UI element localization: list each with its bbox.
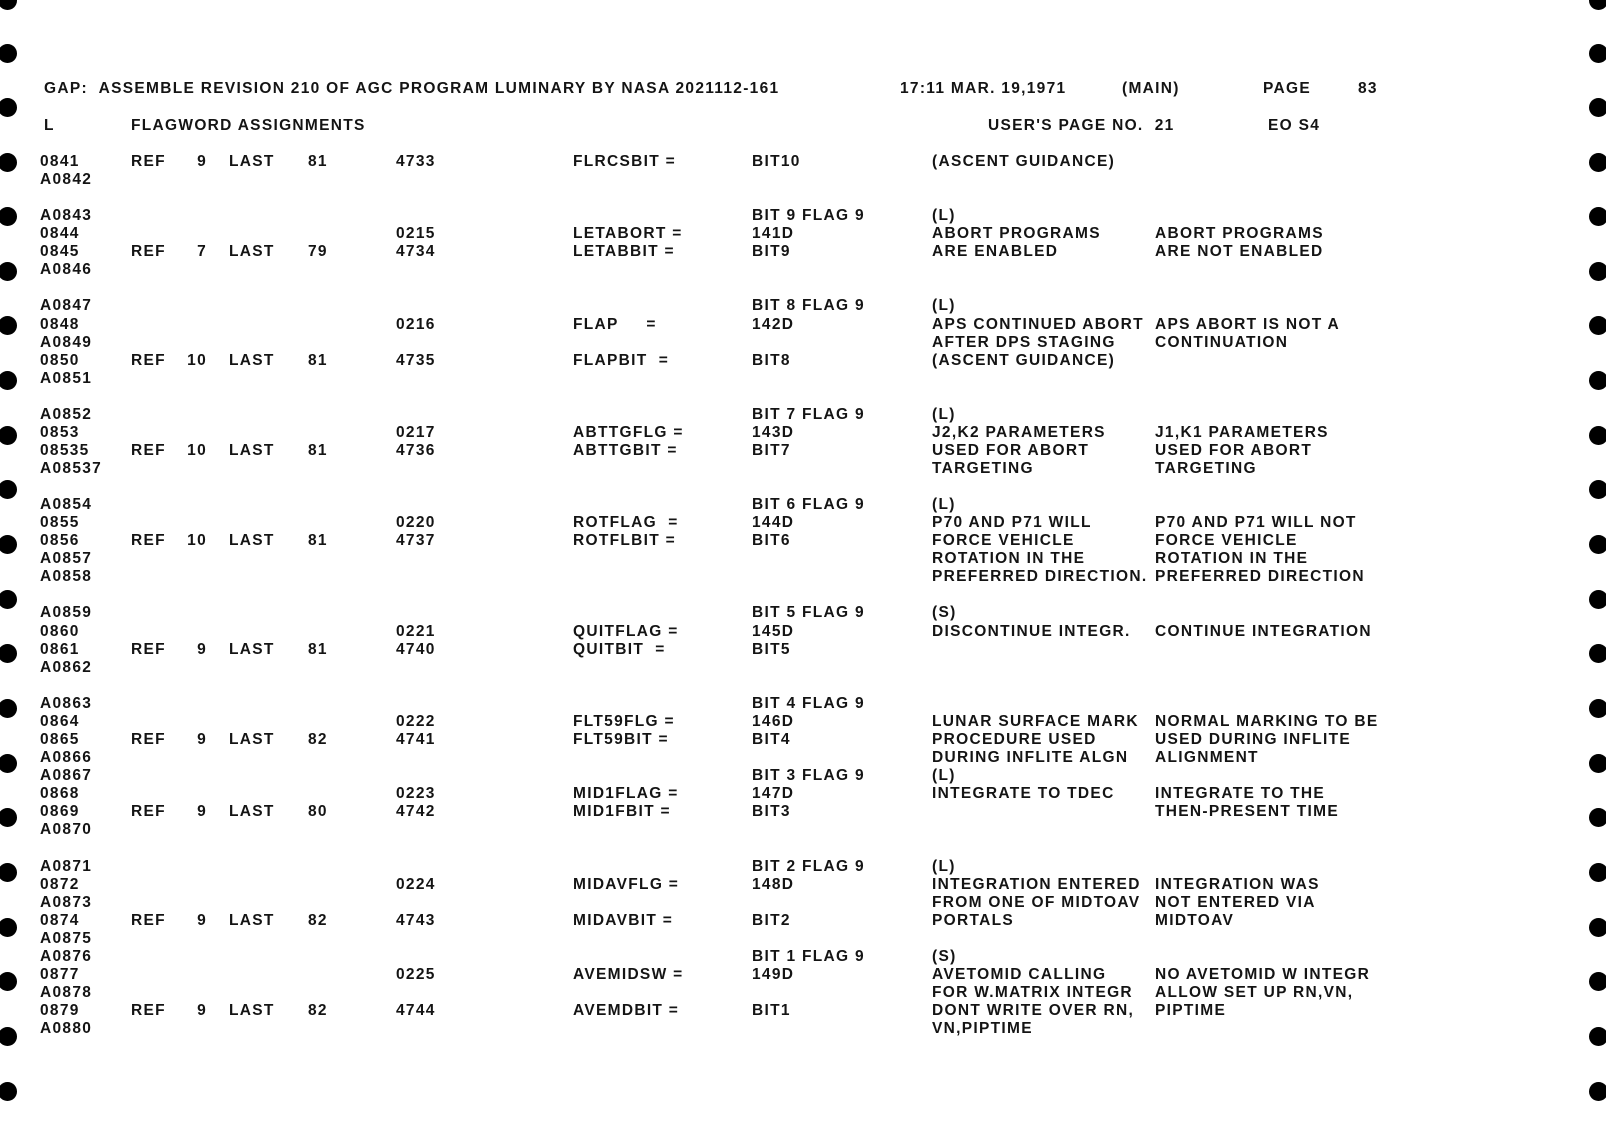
last-page: 81 — [308, 532, 328, 549]
feed-hole — [0, 808, 17, 827]
last-page: 79 — [308, 243, 328, 260]
feed-hole — [1589, 207, 1606, 226]
comment-set: AFTER DPS STAGING — [932, 334, 1116, 351]
feed-hole — [1589, 644, 1606, 663]
symbol: ROTFLAG = — [573, 514, 679, 531]
symbol: FLT59BIT = — [573, 731, 669, 748]
comment-reset: ROTATION IN THE — [1155, 550, 1309, 567]
value: 141D — [752, 225, 795, 242]
feed-hole — [0, 480, 17, 499]
feed-hole — [1589, 863, 1606, 882]
comment-set: ROTATION IN THE — [932, 550, 1086, 567]
comment-set: DISCONTINUE INTEGR. — [932, 623, 1131, 640]
last-keyword: LAST — [229, 153, 275, 170]
last-page: 81 — [308, 641, 328, 658]
feed-hole — [1589, 371, 1606, 390]
address: 0223 — [396, 785, 436, 802]
feed-hole — [1589, 918, 1606, 937]
feed-hole — [0, 754, 17, 773]
address: 4735 — [396, 352, 436, 369]
comment-set: (S) — [932, 604, 957, 621]
ref-keyword: REF — [131, 803, 166, 820]
ref-count: 9 — [197, 1002, 207, 1019]
last-page: 82 — [308, 912, 328, 929]
sequence-number: 0844 — [40, 225, 80, 242]
symbol: LETABORT = — [573, 225, 683, 242]
address: 4742 — [396, 803, 436, 820]
comment-set: (S) — [932, 948, 957, 965]
comment-reset: ABORT PROGRAMS — [1155, 225, 1324, 242]
sequence-number: A0851 — [40, 370, 93, 387]
sequence-number: A0880 — [40, 1020, 93, 1037]
feed-hole — [0, 44, 17, 63]
comment-reset: NOT ENTERED VIA — [1155, 894, 1316, 911]
comment-reset: ALLOW SET UP RN,VN, — [1155, 984, 1354, 1001]
comment-set: LUNAR SURFACE MARK — [932, 713, 1139, 730]
value: BIT 4 FLAG 9 — [752, 695, 865, 712]
sequence-number: A0870 — [40, 821, 93, 838]
ref-keyword: REF — [131, 532, 166, 549]
sequence-number: 0848 — [40, 316, 80, 333]
sequence-number: 0853 — [40, 424, 80, 441]
sequence-number: A0876 — [40, 948, 93, 965]
ref-keyword: REF — [131, 731, 166, 748]
ref-count: 9 — [197, 912, 207, 929]
symbol: AVEMIDSW = — [573, 966, 684, 983]
feed-hole — [0, 918, 17, 937]
sequence-number: 0869 — [40, 803, 80, 820]
symbol: MID1FLAG = — [573, 785, 679, 802]
address: 0216 — [396, 316, 436, 333]
comment-reset: NO AVETOMID W INTEGR — [1155, 966, 1371, 983]
feed-hole — [0, 426, 17, 445]
feed-hole — [1589, 699, 1606, 718]
value: 143D — [752, 424, 795, 441]
last-keyword: LAST — [229, 803, 275, 820]
feed-hole — [0, 371, 17, 390]
sequence-number: A0867 — [40, 767, 93, 784]
comment-reset: ALIGNMENT — [1155, 749, 1259, 766]
sequence-number: 08535 — [40, 442, 90, 459]
sequence-number: A0862 — [40, 659, 93, 676]
last-page: 81 — [308, 352, 328, 369]
comment-set: USED FOR ABORT — [932, 442, 1090, 459]
value: BIT 2 FLAG 9 — [752, 858, 865, 875]
comment-set: TARGETING — [932, 460, 1034, 477]
sequence-number: A0847 — [40, 297, 93, 314]
value: 147D — [752, 785, 795, 802]
address: 4740 — [396, 641, 436, 658]
comment-set: PORTALS — [932, 912, 1015, 929]
sequence-number: A0849 — [40, 334, 93, 351]
value: BIT3 — [752, 803, 791, 820]
comment-set: PROCEDURE USED — [932, 731, 1097, 748]
ref-count: 9 — [197, 803, 207, 820]
comment-reset: APS ABORT IS NOT A — [1155, 316, 1341, 333]
sequence-number: 0841 — [40, 153, 80, 170]
sequence-number: 0865 — [40, 731, 80, 748]
sequence-number: A0846 — [40, 261, 93, 278]
comment-set: FORCE VEHICLE — [932, 532, 1075, 549]
comment-set: ABORT PROGRAMS — [932, 225, 1101, 242]
comment-set: J2,K2 PARAMETERS — [932, 424, 1106, 441]
comment-set: FROM ONE OF MIDTOAV — [932, 894, 1141, 911]
value: 149D — [752, 966, 795, 983]
feed-hole — [1589, 0, 1606, 10]
value: BIT 3 FLAG 9 — [752, 767, 865, 784]
sequence-number: 0845 — [40, 243, 80, 260]
feed-hole — [1589, 480, 1606, 499]
sequence-number: A0857 — [40, 550, 93, 567]
comment-reset: INTEGRATION WAS — [1155, 876, 1320, 893]
feed-hole — [1589, 426, 1606, 445]
symbol: MIDAVFLG = — [573, 876, 680, 893]
sequence-number: A0871 — [40, 858, 93, 875]
feed-hole — [0, 590, 17, 609]
symbol: FLT59FLG = — [573, 713, 675, 730]
value: BIT 6 FLAG 9 — [752, 496, 865, 513]
feed-hole — [0, 207, 17, 226]
value: BIT9 — [752, 243, 791, 260]
symbol: QUITFLAG = — [573, 623, 679, 640]
feed-hole — [1589, 153, 1606, 172]
last-page: 81 — [308, 153, 328, 170]
ref-count: 7 — [197, 243, 207, 260]
comment-reset: CONTINUATION — [1155, 334, 1289, 351]
symbol: AVEMDBIT = — [573, 1002, 680, 1019]
value: BIT5 — [752, 641, 791, 658]
value: BIT2 — [752, 912, 791, 929]
feed-hole — [1589, 316, 1606, 335]
assembly-title: GAP: ASSEMBLE REVISION 210 OF AGC PROGRAM LUMINARY BY NASA 2021112-161 — [44, 80, 780, 97]
address: 0225 — [396, 966, 436, 983]
value: 145D — [752, 623, 795, 640]
comment-reset: FORCE VEHICLE — [1155, 532, 1298, 549]
comment-set: P70 AND P71 WILL — [932, 514, 1092, 531]
address: 4733 — [396, 153, 436, 170]
feed-hole — [0, 535, 17, 554]
value: BIT7 — [752, 442, 791, 459]
sequence-number: A08537 — [40, 460, 103, 477]
comment-reset: NORMAL MARKING TO BE — [1155, 713, 1379, 730]
address: 4744 — [396, 1002, 436, 1019]
comment-set: AVETOMID CALLING — [932, 966, 1107, 983]
ref-count: 10 — [187, 352, 207, 369]
sequence-number: 0855 — [40, 514, 80, 531]
address: 4737 — [396, 532, 436, 549]
ref-keyword: REF — [131, 243, 166, 260]
sequence-number: A0858 — [40, 568, 93, 585]
comment-reset: P70 AND P71 WILL NOT — [1155, 514, 1357, 531]
feed-hole — [0, 644, 17, 663]
last-page: 80 — [308, 803, 328, 820]
value: 146D — [752, 713, 795, 730]
sequence-number: 0850 — [40, 352, 80, 369]
feed-hole — [0, 699, 17, 718]
ref-keyword: REF — [131, 912, 166, 929]
comment-set: DONT WRITE OVER RN, — [932, 1002, 1135, 1019]
value: BIT 8 FLAG 9 — [752, 297, 865, 314]
feed-hole — [0, 1027, 17, 1046]
sequence-number: 0877 — [40, 966, 80, 983]
symbol: FLAPBIT = — [573, 352, 670, 369]
comment-set: ARE ENABLED — [932, 243, 1059, 260]
ref-keyword: REF — [131, 442, 166, 459]
address: 0224 — [396, 876, 436, 893]
feed-hole — [0, 972, 17, 991]
last-keyword: LAST — [229, 243, 275, 260]
program-segment: (MAIN) — [1122, 80, 1180, 97]
comment-set: INTEGRATE TO TDEC — [932, 785, 1115, 802]
symbol: FLAP = — [573, 316, 657, 333]
address: 4743 — [396, 912, 436, 929]
comment-reset: PREFERRED DIRECTION — [1155, 568, 1365, 585]
address: 0217 — [396, 424, 436, 441]
symbol: MID1FBIT = — [573, 803, 671, 820]
feed-hole — [1589, 1027, 1606, 1046]
feed-hole — [1589, 972, 1606, 991]
comment-set: (L) — [932, 496, 956, 513]
comment-reset: MIDTOAV — [1155, 912, 1235, 929]
sequence-number: A0866 — [40, 749, 93, 766]
comment-set: (L) — [932, 406, 956, 423]
sequence-number: 0874 — [40, 912, 80, 929]
sequence-number: A0842 — [40, 171, 93, 188]
comment-set: (ASCENT GUIDANCE) — [932, 153, 1116, 170]
address: 0221 — [396, 623, 436, 640]
symbol: LETABBIT = — [573, 243, 675, 260]
feed-hole — [0, 98, 17, 117]
feed-hole — [1589, 98, 1606, 117]
value: BIT6 — [752, 532, 791, 549]
ref-count: 9 — [197, 153, 207, 170]
comment-reset: INTEGRATE TO THE — [1155, 785, 1326, 802]
value: 148D — [752, 876, 795, 893]
sequence-number: A0875 — [40, 930, 93, 947]
address: 0222 — [396, 713, 436, 730]
comment-set: (L) — [932, 207, 956, 224]
comment-set: (L) — [932, 767, 956, 784]
comment-reset: PIPTIME — [1155, 1002, 1227, 1019]
value: 144D — [752, 514, 795, 531]
feed-hole — [1589, 808, 1606, 827]
sequence-number: A0854 — [40, 496, 93, 513]
section-title: FLAGWORD ASSIGNMENTS — [131, 117, 366, 134]
address: 4734 — [396, 243, 436, 260]
last-keyword: LAST — [229, 442, 275, 459]
symbol: ROTFLBIT = — [573, 532, 676, 549]
assembly-timestamp: 17:11 MAR. 19,1971 — [900, 80, 1067, 97]
last-keyword: LAST — [229, 641, 275, 658]
sequence-number: A0843 — [40, 207, 93, 224]
feed-hole — [1589, 262, 1606, 281]
value: BIT 9 FLAG 9 — [752, 207, 865, 224]
eo-code: EO S4 — [1268, 117, 1321, 134]
ref-count: 9 — [197, 641, 207, 658]
comment-set: VN,PIPTIME — [932, 1020, 1033, 1037]
comment-reset: THEN-PRESENT TIME — [1155, 803, 1339, 820]
last-keyword: LAST — [229, 731, 275, 748]
last-page: 82 — [308, 731, 328, 748]
comment-reset: J1,K1 PARAMETERS — [1155, 424, 1329, 441]
sequence-number: A0852 — [40, 406, 93, 423]
listing-marker: L — [44, 117, 55, 134]
value: 142D — [752, 316, 795, 333]
value: BIT 7 FLAG 9 — [752, 406, 865, 423]
comment-reset: TARGETING — [1155, 460, 1257, 477]
sequence-number: 0872 — [40, 876, 80, 893]
ref-keyword: REF — [131, 153, 166, 170]
comment-set: (L) — [932, 858, 956, 875]
address: 0220 — [396, 514, 436, 531]
feed-hole — [0, 863, 17, 882]
symbol: QUITBIT = — [573, 641, 666, 658]
comment-set: FOR W.MATRIX INTEGR — [932, 984, 1133, 1001]
sequence-number: A0878 — [40, 984, 93, 1001]
comment-set: (ASCENT GUIDANCE) — [932, 352, 1116, 369]
symbol: FLRCSBIT = — [573, 153, 676, 170]
feed-hole — [0, 262, 17, 281]
ref-count: 10 — [187, 442, 207, 459]
ref-keyword: REF — [131, 352, 166, 369]
ref-keyword: REF — [131, 641, 166, 658]
sequence-number: A0873 — [40, 894, 93, 911]
value: BIT1 — [752, 1002, 791, 1019]
sequence-number: 0861 — [40, 641, 80, 658]
address: 4736 — [396, 442, 436, 459]
users-page-number: USER'S PAGE NO. 21 — [988, 117, 1175, 134]
last-keyword: LAST — [229, 352, 275, 369]
sequence-number: 0879 — [40, 1002, 80, 1019]
feed-hole — [1589, 1082, 1606, 1101]
sequence-number: 0868 — [40, 785, 80, 802]
ref-count: 10 — [187, 532, 207, 549]
feed-hole — [0, 316, 17, 335]
address: 0215 — [396, 225, 436, 242]
sequence-number: 0860 — [40, 623, 80, 640]
symbol: ABTTGBIT = — [573, 442, 678, 459]
comment-reset: ARE NOT ENABLED — [1155, 243, 1324, 260]
ref-count: 9 — [197, 731, 207, 748]
feed-hole — [1589, 590, 1606, 609]
symbol: ABTTGFLG = — [573, 424, 684, 441]
feed-hole — [0, 1082, 17, 1101]
comment-set: PREFERRED DIRECTION. — [932, 568, 1148, 585]
comment-reset: CONTINUE INTEGRATION — [1155, 623, 1372, 640]
feed-hole — [1589, 44, 1606, 63]
last-keyword: LAST — [229, 1002, 275, 1019]
value: BIT 1 FLAG 9 — [752, 948, 865, 965]
sequence-number: 0856 — [40, 532, 80, 549]
ref-keyword: REF — [131, 1002, 166, 1019]
comment-reset: USED FOR ABORT — [1155, 442, 1313, 459]
value: BIT 5 FLAG 9 — [752, 604, 865, 621]
last-keyword: LAST — [229, 532, 275, 549]
feed-hole — [0, 153, 17, 172]
comment-set: INTEGRATION ENTERED — [932, 876, 1141, 893]
last-keyword: LAST — [229, 912, 275, 929]
feed-hole — [1589, 754, 1606, 773]
sequence-number: 0864 — [40, 713, 80, 730]
comment-set: DURING INFLITE ALGN — [932, 749, 1129, 766]
value: BIT10 — [752, 153, 801, 170]
comment-set: (L) — [932, 297, 956, 314]
sequence-number: A0863 — [40, 695, 93, 712]
page-number: 83 — [1358, 80, 1378, 97]
value: BIT8 — [752, 352, 791, 369]
value: BIT4 — [752, 731, 791, 748]
feed-hole — [0, 0, 17, 10]
page-label: PAGE — [1263, 80, 1311, 97]
comment-set: APS CONTINUED ABORT — [932, 316, 1144, 333]
symbol: MIDAVBIT = — [573, 912, 674, 929]
comment-reset: USED DURING INFLITE — [1155, 731, 1352, 748]
last-page: 81 — [308, 442, 328, 459]
feed-hole — [1589, 535, 1606, 554]
sequence-number: A0859 — [40, 604, 93, 621]
address: 4741 — [396, 731, 436, 748]
last-page: 82 — [308, 1002, 328, 1019]
